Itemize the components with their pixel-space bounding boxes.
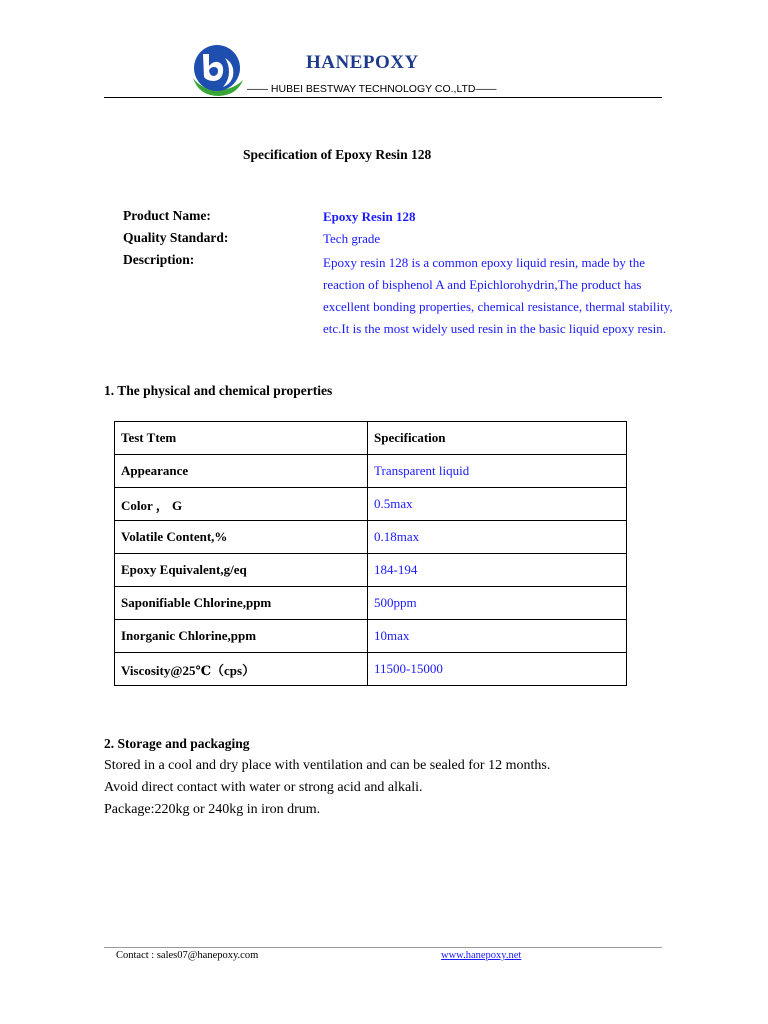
quality-standard-value: Tech grade bbox=[323, 231, 381, 246]
website-link[interactable]: www.hanepoxy.net bbox=[441, 950, 522, 961]
properties-table bbox=[114, 421, 627, 686]
table-header-cell: Specification bbox=[368, 422, 627, 455]
description-value: Epoxy resin 128 is a common epoxy liquid resin, made by the reaction of bisphenol A and Epichlorohydrin,The product has excellent bonding properties, chemical resistance, thermal stability, etc.It is the most widely used resin in the basic liquid epoxy resin. bbox=[323, 255, 673, 336]
table-row bbox=[115, 587, 627, 620]
quality-standard-label: Quality Standard: bbox=[123, 230, 229, 245]
section-heading-properties: 1. The physical and chemical properties bbox=[104, 383, 333, 398]
table-row bbox=[115, 455, 627, 488]
table-row bbox=[115, 554, 627, 587]
specification-cell: Transparent liquid bbox=[368, 455, 627, 488]
table-row bbox=[115, 653, 627, 686]
footer-contact: Contact : sales07@hanepoxy.com bbox=[116, 950, 259, 961]
specification-cell: 11500-15000 bbox=[368, 653, 627, 686]
product-name-value: Epoxy Resin 128 bbox=[323, 209, 416, 224]
product-name-label: Product Name: bbox=[123, 208, 211, 223]
storage-line: Stored in a cool and dry place with ventilation and can be sealed for 12 months. bbox=[104, 758, 551, 773]
test-item-cell: Color ， G bbox=[115, 488, 368, 521]
specification-cell: 0.5max bbox=[368, 488, 627, 521]
storage-line: Avoid direct contact with water or strong acid and alkali. bbox=[104, 780, 423, 795]
specification-cell: 10max bbox=[368, 620, 627, 653]
specification-cell: 500ppm bbox=[368, 587, 627, 620]
company-logo-icon bbox=[189, 44, 245, 97]
table-header-cell: Test Ttem bbox=[115, 422, 368, 455]
description-label: Description: bbox=[123, 252, 195, 267]
specification-cell: 184-194 bbox=[368, 554, 627, 587]
test-item-cell: Inorganic Chlorine,ppm bbox=[115, 620, 368, 653]
table-header-row bbox=[115, 422, 627, 455]
test-item-cell: Saponifiable Chlorine,ppm bbox=[115, 587, 368, 620]
table-row bbox=[115, 620, 627, 653]
table-row bbox=[115, 521, 627, 554]
document-title: Specification of Epoxy Resin 128 bbox=[243, 147, 432, 162]
test-item-cell: Appearance bbox=[115, 455, 368, 488]
company-name: —— HUBEI BESTWAY TECHNOLOGY CO.,LTD—— bbox=[247, 83, 497, 95]
test-item-cell: Epoxy Equivalent,g/eq bbox=[115, 554, 368, 587]
storage-line: Package:220kg or 240kg in iron drum. bbox=[104, 802, 321, 817]
test-item-cell: Volatile Content,% bbox=[115, 521, 368, 554]
section-heading-storage: 2. Storage and packaging bbox=[104, 736, 250, 751]
header-divider bbox=[104, 97, 662, 98]
footer-divider bbox=[104, 947, 662, 948]
test-item-cell: Viscosity@25℃（cps） bbox=[115, 653, 368, 686]
brand-name: HANEPOXY bbox=[306, 52, 419, 73]
specification-cell: 0.18max bbox=[368, 521, 627, 554]
table-row bbox=[115, 488, 627, 521]
